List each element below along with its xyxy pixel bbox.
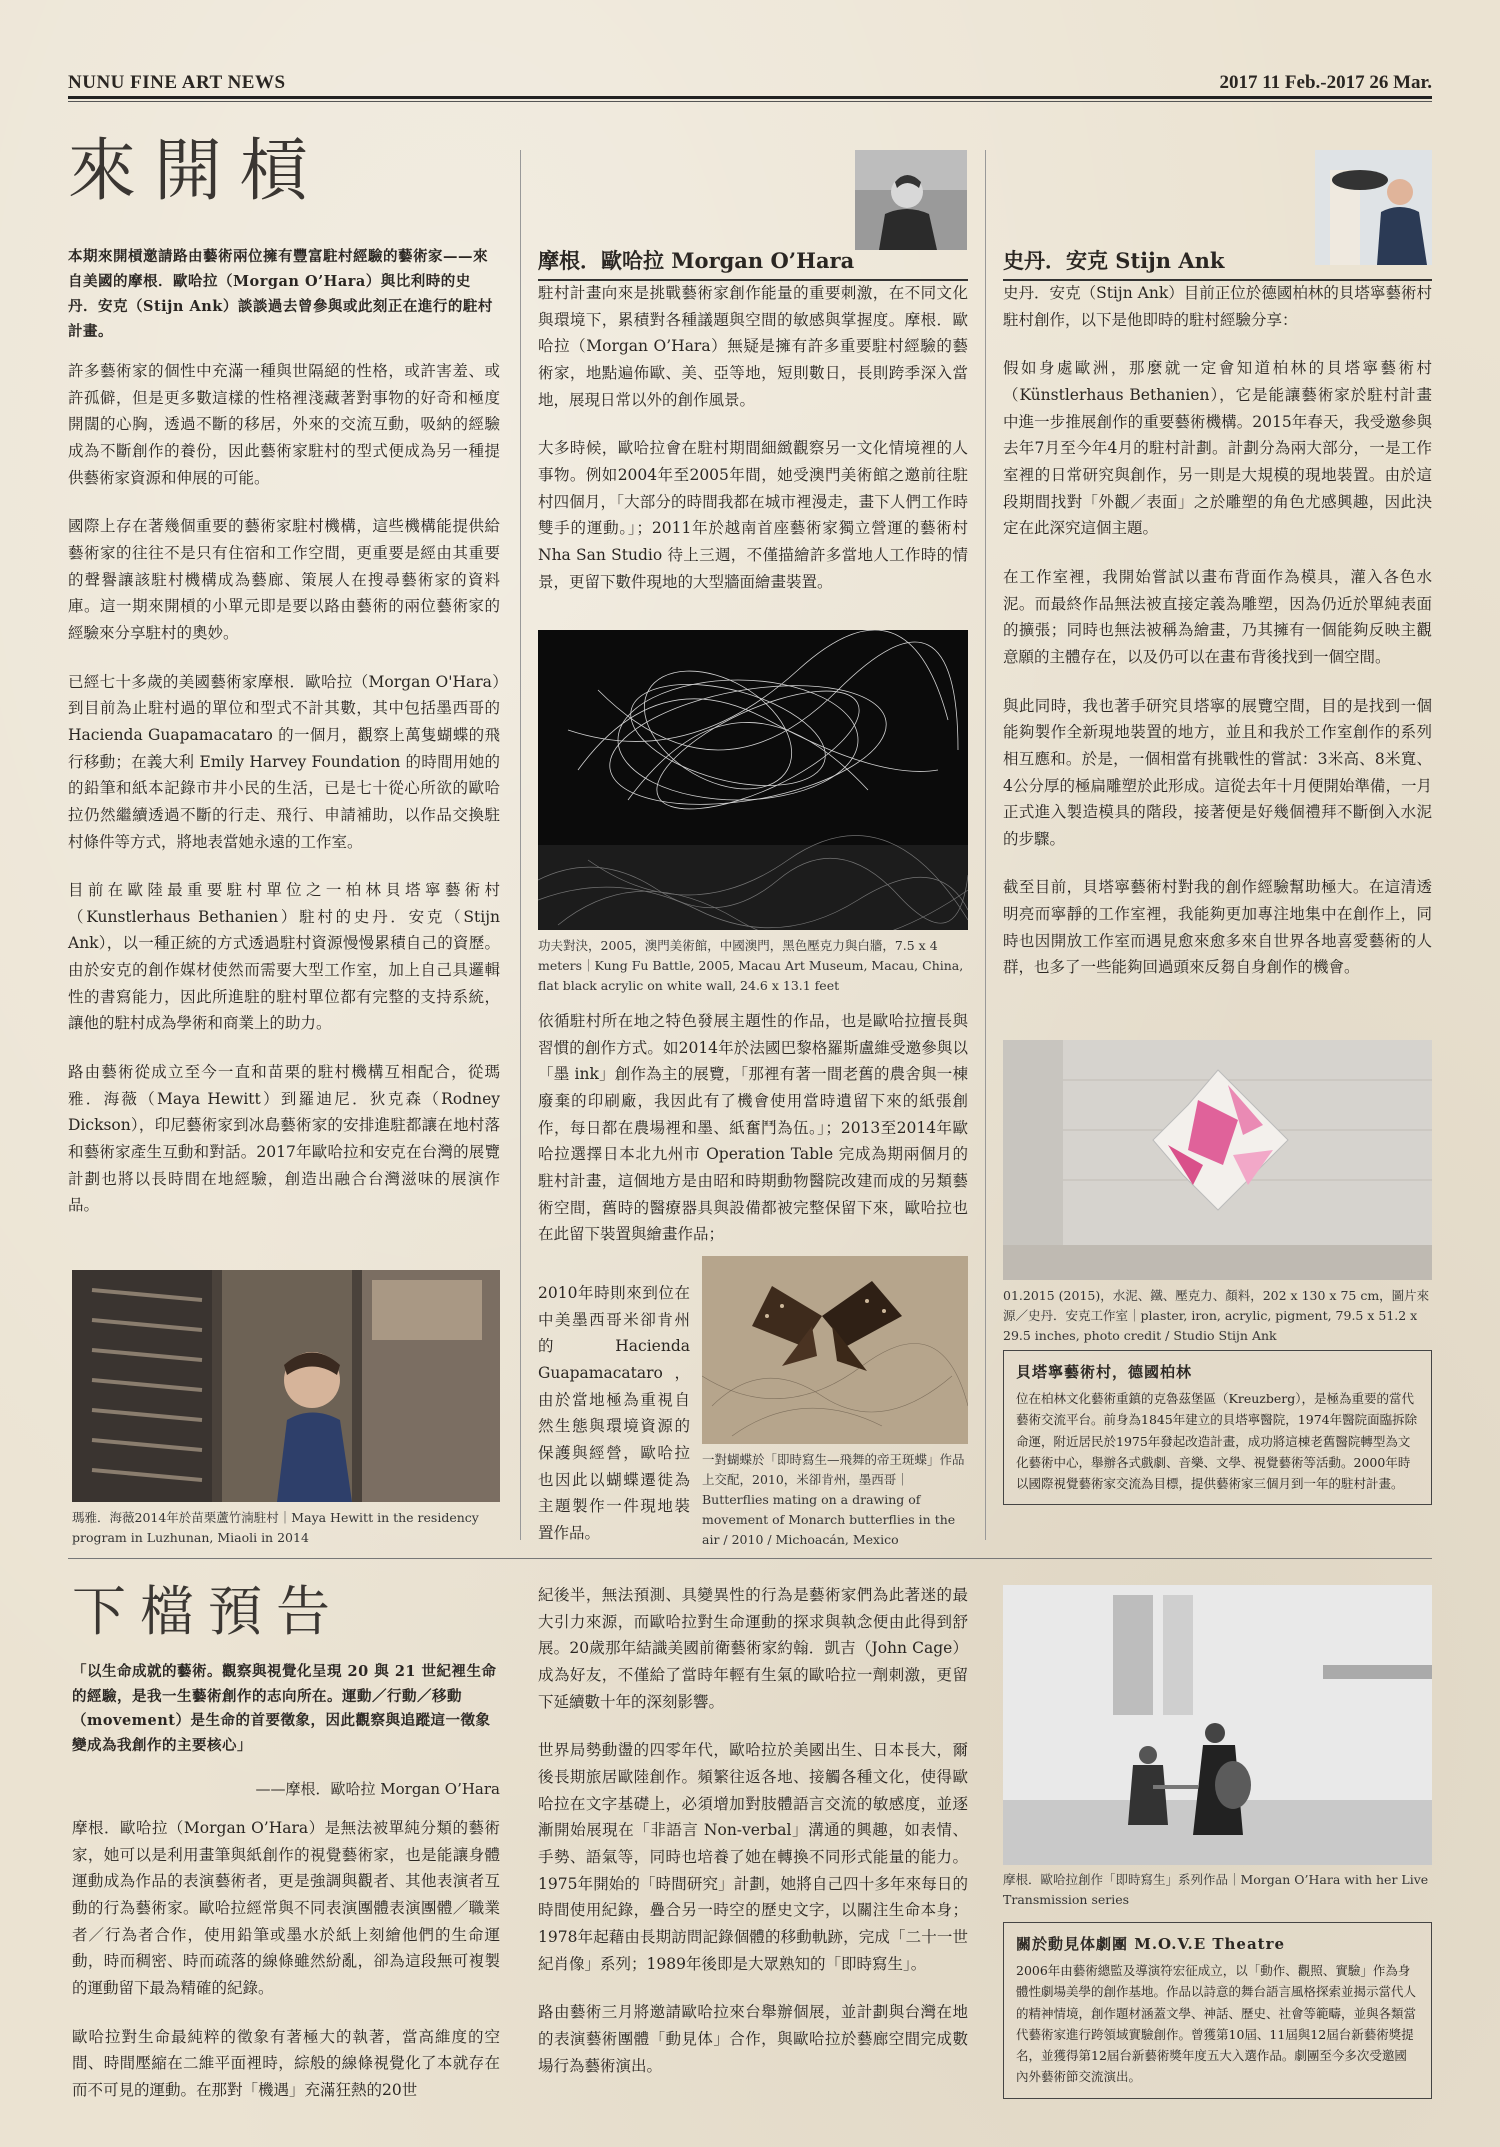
ohara-quote: 「以生命成就的藝術。觀察與視覺化呈現 20 與 21 世紀裡生命的經驗，是我一生藝術創作的志向所在。運動／行動／移動（movement）是生命的首要徵象，因此觀察與追蹤這一徵象變成為我創作的主要核心」: [72, 1663, 497, 1754]
section4-body-left: [72, 1815, 500, 2126]
column-divider: [985, 150, 986, 1540]
bethanien-info-box: [1003, 1350, 1432, 1505]
section1-paragraph: 許多藝術家的個性中充滿一種與世隔絕的性格，或許害羞、或許孤僻，但是更多數這樣的性格裡淺藏著對事物的好奇和極度開闊的心胸，透過不斷的移居，外來的交流互動，吸納的經驗成為不斷創作的養份，因此藝術家駐村的型式便成為另一種提供藝術家資源和伸展的可能。: [68, 362, 500, 487]
section3-paragraph: 截至目前，貝塔寧藝術村對我的創作經驗幫助極大。在這清透明亮而寧靜的工作室裡，我能夠更加專注地集中在創作上，同時也因開放工作室而遇見愈來愈多來自世界各地喜愛藝術的人群，也多了一些能夠回過頭來反芻自身創作的機會。: [1003, 878, 1432, 977]
kung-fu-battle-art: [538, 630, 968, 930]
butterfly-image: [702, 1256, 968, 1444]
section2-paragraph: 駐村計畫向來是挑戰藝術家創作能量的重要刺激，在不同文化與環境下，累積對各種議題與空間的敏感與掌握度。摩根．歐哈拉（Morgan O’Hara）無疑是擁有許多重要駐村經驗的藝術家，地點遍佈歐、美、亞等地，短則數日，長則跨季深入當地，展現日常以外的創作風景。: [538, 284, 968, 409]
masthead-rule: [68, 96, 1432, 99]
move-theatre-info-box: [1003, 1922, 1432, 2099]
section-title-lai-kai-gang: 來開槓: [68, 132, 327, 211]
stijn-ank-heading: 史丹．安克 Stijn Ank: [1003, 245, 1432, 281]
section4-mid-paragraph: 世界局勢動盪的四零年代，歐哈拉於美國出生、日本長大，爾後長期旅居歐陸創作。頻繁往返各地、接觸各種文化，使得歐哈拉在文字基礎上，必須增加對肢體語言交流的敏感度，並逐漸開始展現在「非語言 Non-verbal」溝通的興趣，如表情、手勢、語氣等，同時也培養了她在轉換不同形式能量的能力。1975年開始的「時間研究」計劃，她將自己四十多年來每日的時間使用紀錄，疊合另一時空的歷史文字，以關注生命本身；1978年起藉由長期訪問記錄個體的移動軌跡，完成「二十一世紀肖像」系列；1989年後即是大眾熟知的「即時寫生」。: [538, 1741, 968, 1973]
morgan-portrait-art: [855, 150, 967, 250]
ohara-quote-author: ——摩根．歐哈拉 Morgan O’Hara: [255, 1780, 500, 1798]
butterfly-art: [702, 1256, 968, 1444]
live-transmission-photo: [1003, 1585, 1432, 1865]
morgan-ohara-heading: 摩根．歐哈拉 Morgan O’Hara: [538, 245, 968, 281]
section3-paragraph: 與此同時，我也著手研究貝塔寧的展覽空間，目的是找到一個能夠製作全新現地裝置的地方，並且和我於工作室創作的系列相互應和。於是，一個相當有挑戰性的嘗試：3米高、8米寬、4公分厚的極扁雕塑於此形成。這從去年十月便開始準備，一月正式進入製造模具的階段，接著便是好幾個禮拜不斷倒入水泥的步驟。: [1003, 696, 1432, 848]
column-divider: [520, 150, 521, 1540]
maya-hewitt-photo: [72, 1270, 500, 1502]
section1-paragraph: 路由藝術從成立至今一直和苗栗的駐村機構互相配合，從瑪雅．海薇（Maya Hewitt）到羅迪尼．狄克森（Rodney Dickson），印尼藝術家到冰島藝術家的安排進駐都讓在地村落和藝術家產生互動和對話。2017年歐哈拉和安克在台灣的展覽計劃也將以長時間在地經驗，創造出融合台灣滋味的展演作品。: [68, 1063, 500, 1215]
kung-fu-battle-image: [538, 630, 968, 930]
section-divider: [68, 1558, 1432, 1559]
masthead-rule-thin: [68, 101, 1432, 102]
move-theatre-box-body: 2006年由藝術總監及導演符宏征成立，以「動作、觀照、實驗」作為身體性劇場美學的創作基地。作品以詩意的舞台語言風格探索並揭示當代人的精神情境，創作題材涵蓋文學、神話、歷史、社會等範疇，並與各類當代藝術家進行跨領域實驗創作。曾獲第10屆、11屆與12屆台新藝術獎提名，並獲得第12屆台新藝術獎年度五大入選作品。劇團至今多次受邀國內外藝術節交流演出。: [1016, 1963, 1417, 2085]
section4-paragraph: 摩根．歐哈拉（Morgan O’Hara）是無法被單純分類的藝術家，她可以是利用畫筆與紙創作的視覺藝術家，也是能讓身體運動成為作品的表演藝術者，更是強調與觀者、其他表演者互動的行為藝術家。歐哈拉經常與不同表演團體表演團體／職業者／行為者合作，使用鉛筆或墨水於紙上刻繪他們的生命運動，時而稠密、時而疏落的線條雖然紛亂，卻為這段無可複製的運動留下最為精確的紀錄。: [72, 1819, 500, 1997]
section1-paragraph: 國際上存在著幾個重要的藝術家駐村機構，這些機構能提供給藝術家的往往不是只有住宿和工作空間，更重要是經由其重要的聲譽讓該駐村機構成為藝廊、策展人在搜尋藝術家的資料庫。這一期來開槓的小單元即是要以路由藝術的兩位藝術家的經驗來分享駐村的奧妙。: [68, 517, 500, 642]
kung-fu-battle-caption: 功夫對決，2005，澳門美術館，中國澳門，黑色壓克力與白牆，7.5 x 4 meters｜Kung Fu Battle, 2005, Macau Art Museum, Macau, China, flat black acrylic on white wall, 24.6 x 13.1 feet: [538, 938, 964, 993]
section-title-upcoming: 下檔預告: [72, 1580, 344, 1643]
section3-paragraph: 假如身處歐洲，那麼就一定會知道柏林的貝塔寧藝術村（Künstlerhaus Bethanien），它是能讓藝術家於駐村計畫中進一步推展創作的重要藝術機構。2015年春天，我受邀參與去年7月至今年4月的駐村計劃。計劃分為兩大部分，一是工作室裡的日常研究與創作，另一則是大規模的現地裝置。由於這段期間找對「外觀／表面」之於雕塑的角色尤感興趣，因此決定在此深究這個主題。: [1003, 359, 1432, 538]
section4-body-middle: [538, 1582, 968, 2101]
masthead-title: NUNU FINE ART NEWS: [68, 72, 286, 93]
bethanien-box-body: 位在柏林文化藝術重鎮的克魯茲堡區（Kreuzberg），是極為重要的當代藝術交流平台。前身為1845年建立的貝塔寧醫院，1974年醫院面臨拆除命運，附近居民於1975年發起改造計畫，成功將這棟老舊醫院轉型為文化藝術中心，舉辦各式戲劇、音樂、文學、視覺藝術等活動。2000年時以國際視覺藝術家交流為目標，提供藝術家三個月到一年的駐村計畫。: [1016, 1391, 1418, 1491]
section4-mid-paragraph: 路由藝術三月將邀請歐哈拉來台舉辦個展，並計劃與台灣在地的表演藝術團體「動見体」合作，與歐哈拉於藝廊空間完成數場行為藝術演出。: [538, 2003, 968, 2075]
section3-paragraph: 在工作室裡，我開始嘗試以畫布背面作為模具，灌入各色水泥。而最終作品無法被直接定義為雕塑，因為仍近於單純表面的擴張；同時也無法被稱為繪畫，乃其擁有一個能夠反映主觀意願的主體存在，以及仍可以在畫布背後找到一個空間。: [1003, 567, 1432, 666]
section3-body: [1003, 280, 1432, 1003]
stijn-ank-sculpture-image: [1003, 1040, 1432, 1280]
maya-hewitt-photo-art: [72, 1270, 500, 1502]
morgan-ohara-portrait: [855, 150, 967, 250]
section1-paragraph: 已經七十多歲的美國藝術家摩根．歐哈拉（Morgan O'Hara）到目前為止駐村過的單位和型式不計其數，其中包括墨西哥的 Hacienda Guapamacataro 的一個月，觀察上萬隻蝴蝶的飛行移動；在義大利 Emily Harvey Foundation 的時間用她的的鉛筆和紙本記錄市井小民的生活，已是七十從心所欲的歐哈拉仍然繼續透過不斷的行走、飛行、申請補助，以作品交換駐村條件等方式，將地表當她永遠的工作室。: [68, 672, 500, 851]
section4-mid-paragraph: 紀後半，無法預測、具變異性的行為是藝術家們為此著迷的最大引力來源，而歐哈拉對生命運動的探求與執念便由此得到舒展。20歲那年結識美國前衛藝術家約翰．凱吉（John Cage）成為好友，不僅給了當時年輕有生氣的歐哈拉一劑刺激，更留下延續數十年的深刻影響。: [538, 1586, 968, 1711]
section1-lead: 本期來開槓邀請路由藝術兩位擁有豐富駐村經驗的藝術家——來自美國的摩根．歐哈拉（Morgan O’Hara）與比利時的史丹．安克（Stijn Ank）談談過去曾參與或此刻正在進行的駐村計畫。: [68, 248, 493, 340]
section2-body: [538, 280, 968, 617]
section3-paragraph: 史丹．安克（Stijn Ank）目前正位於德國柏林的貝塔寧藝術村駐村創作，以下是他即時的駐村經驗分享：: [1003, 284, 1432, 329]
butterfly-caption: 一對蝴蝶於「即時寫生—飛舞的帝王斑蝶」作品上交配，2010，米卻肯州，墨西哥｜Butterflies mating on a drawing of movement of Monarch butterflies in the air / 2010 / Michoacán, Mexico: [702, 1452, 965, 1547]
sculpture-caption: 01.2015 (2015)，水泥、鐵、壓克力、顏料，202 x 130 x 75 cm，圖片來源／史丹．安克工作室｜plaster, iron, acrylic, pigment, 79.5 x 51.2 x 29.5 inches, photo credit / Studio Stijn Ank: [1003, 1288, 1430, 1343]
maya-hewitt-caption: 瑪雅．海薇2014年於苗栗蘆竹湳駐村｜Maya Hewitt in the residency program in Luzhunan, Miaoli in 2014: [72, 1510, 479, 1545]
section2-paragraph: 大多時候，歐哈拉會在駐村期間細緻觀察另一文化情境裡的人事物。例如2004年至2005年間，她受澳門美術館之邀前往駐村四個月，「大部分的時間我都在城市裡漫走，畫下人們工作時雙手的運動。」；2011年於越南首座藝術家獨立營運的藝術村 Nha San Studio 待上三週，不僅描繪許多當地人工作時的情景，更留下數件現地的大型牆面繪畫裝置。: [538, 439, 968, 591]
section2-paragraph-4: 2010年時則來到位在中美墨西哥米卻肯州的Hacienda Guapamacataro，由於當地極為重視自然生態與環境資源的保護與經營，歐哈拉也因此以蝴蝶遷徙為主題製作一件現地裝置作品。: [538, 1284, 690, 1542]
live-transmission-art: [1003, 1585, 1432, 1865]
bethanien-box-title: 貝塔寧藝術村，德國柏林: [1016, 1363, 1193, 1381]
move-theatre-box-title: 關於動見体劇團 M.O.V.E Theatre: [1016, 1935, 1286, 1953]
section4-paragraph: 歐哈拉對生命最純粹的徵象有著極大的執著，當高維度的空間、時間壓縮在二維平面裡時，綜般的線條視覺化了本就存在而不可見的運動。在那對「機遇」充滿狂熱的20世: [72, 2027, 500, 2099]
sculpture-art: [1003, 1040, 1432, 1280]
live-transmission-caption: 摩根．歐哈拉創作「即時寫生」系列作品｜Morgan O’Hara with her Live Transmission series: [1003, 1872, 1429, 1907]
section1-body: [68, 358, 500, 1241]
section2-paragraph-3: 依循駐村所在地之特色發展主題性的作品，也是歐哈拉擅長與習慣的創作方式。如2014年於法國巴黎格羅斯盧維受邀參與以「墨 ink」創作為主的展覽，「那裡有著一間老舊的農舍與一棟廢棄的印刷廠，我因此有了機會使用當時遺留下來的紙張創作，每日都在農場裡和墨、紙奮鬥為伍。」；2013至2014年歐哈拉選擇日本北九州市 Operation Table 完成為期兩個月的駐村計畫，這個地方是由昭和時期動物醫院改建而成的另類藝術空間，舊時的醫療器具與設備都被完整保留下來，歐哈拉也在此留下裝置與繪畫作品；: [538, 1012, 968, 1244]
masthead-date: 2017 11 Feb.-2017 26 Mar.: [1219, 72, 1432, 93]
section1-paragraph: 目前在歐陸最重要駐村單位之一柏林貝塔寧藝術村（Kunstlerhaus Bethanien）駐村的史丹．安克（Stijn Ank），以一種正統的方式透過駐村資源慢慢累積自己的資歷。由於安克的創作媒材使然而需要大型工作室，加上自己具邏輯性的書寫能力，因此所進駐的駐村單位都有完整的支持系統，讓他的駐村成為學術和商業上的助力。: [68, 881, 500, 1033]
